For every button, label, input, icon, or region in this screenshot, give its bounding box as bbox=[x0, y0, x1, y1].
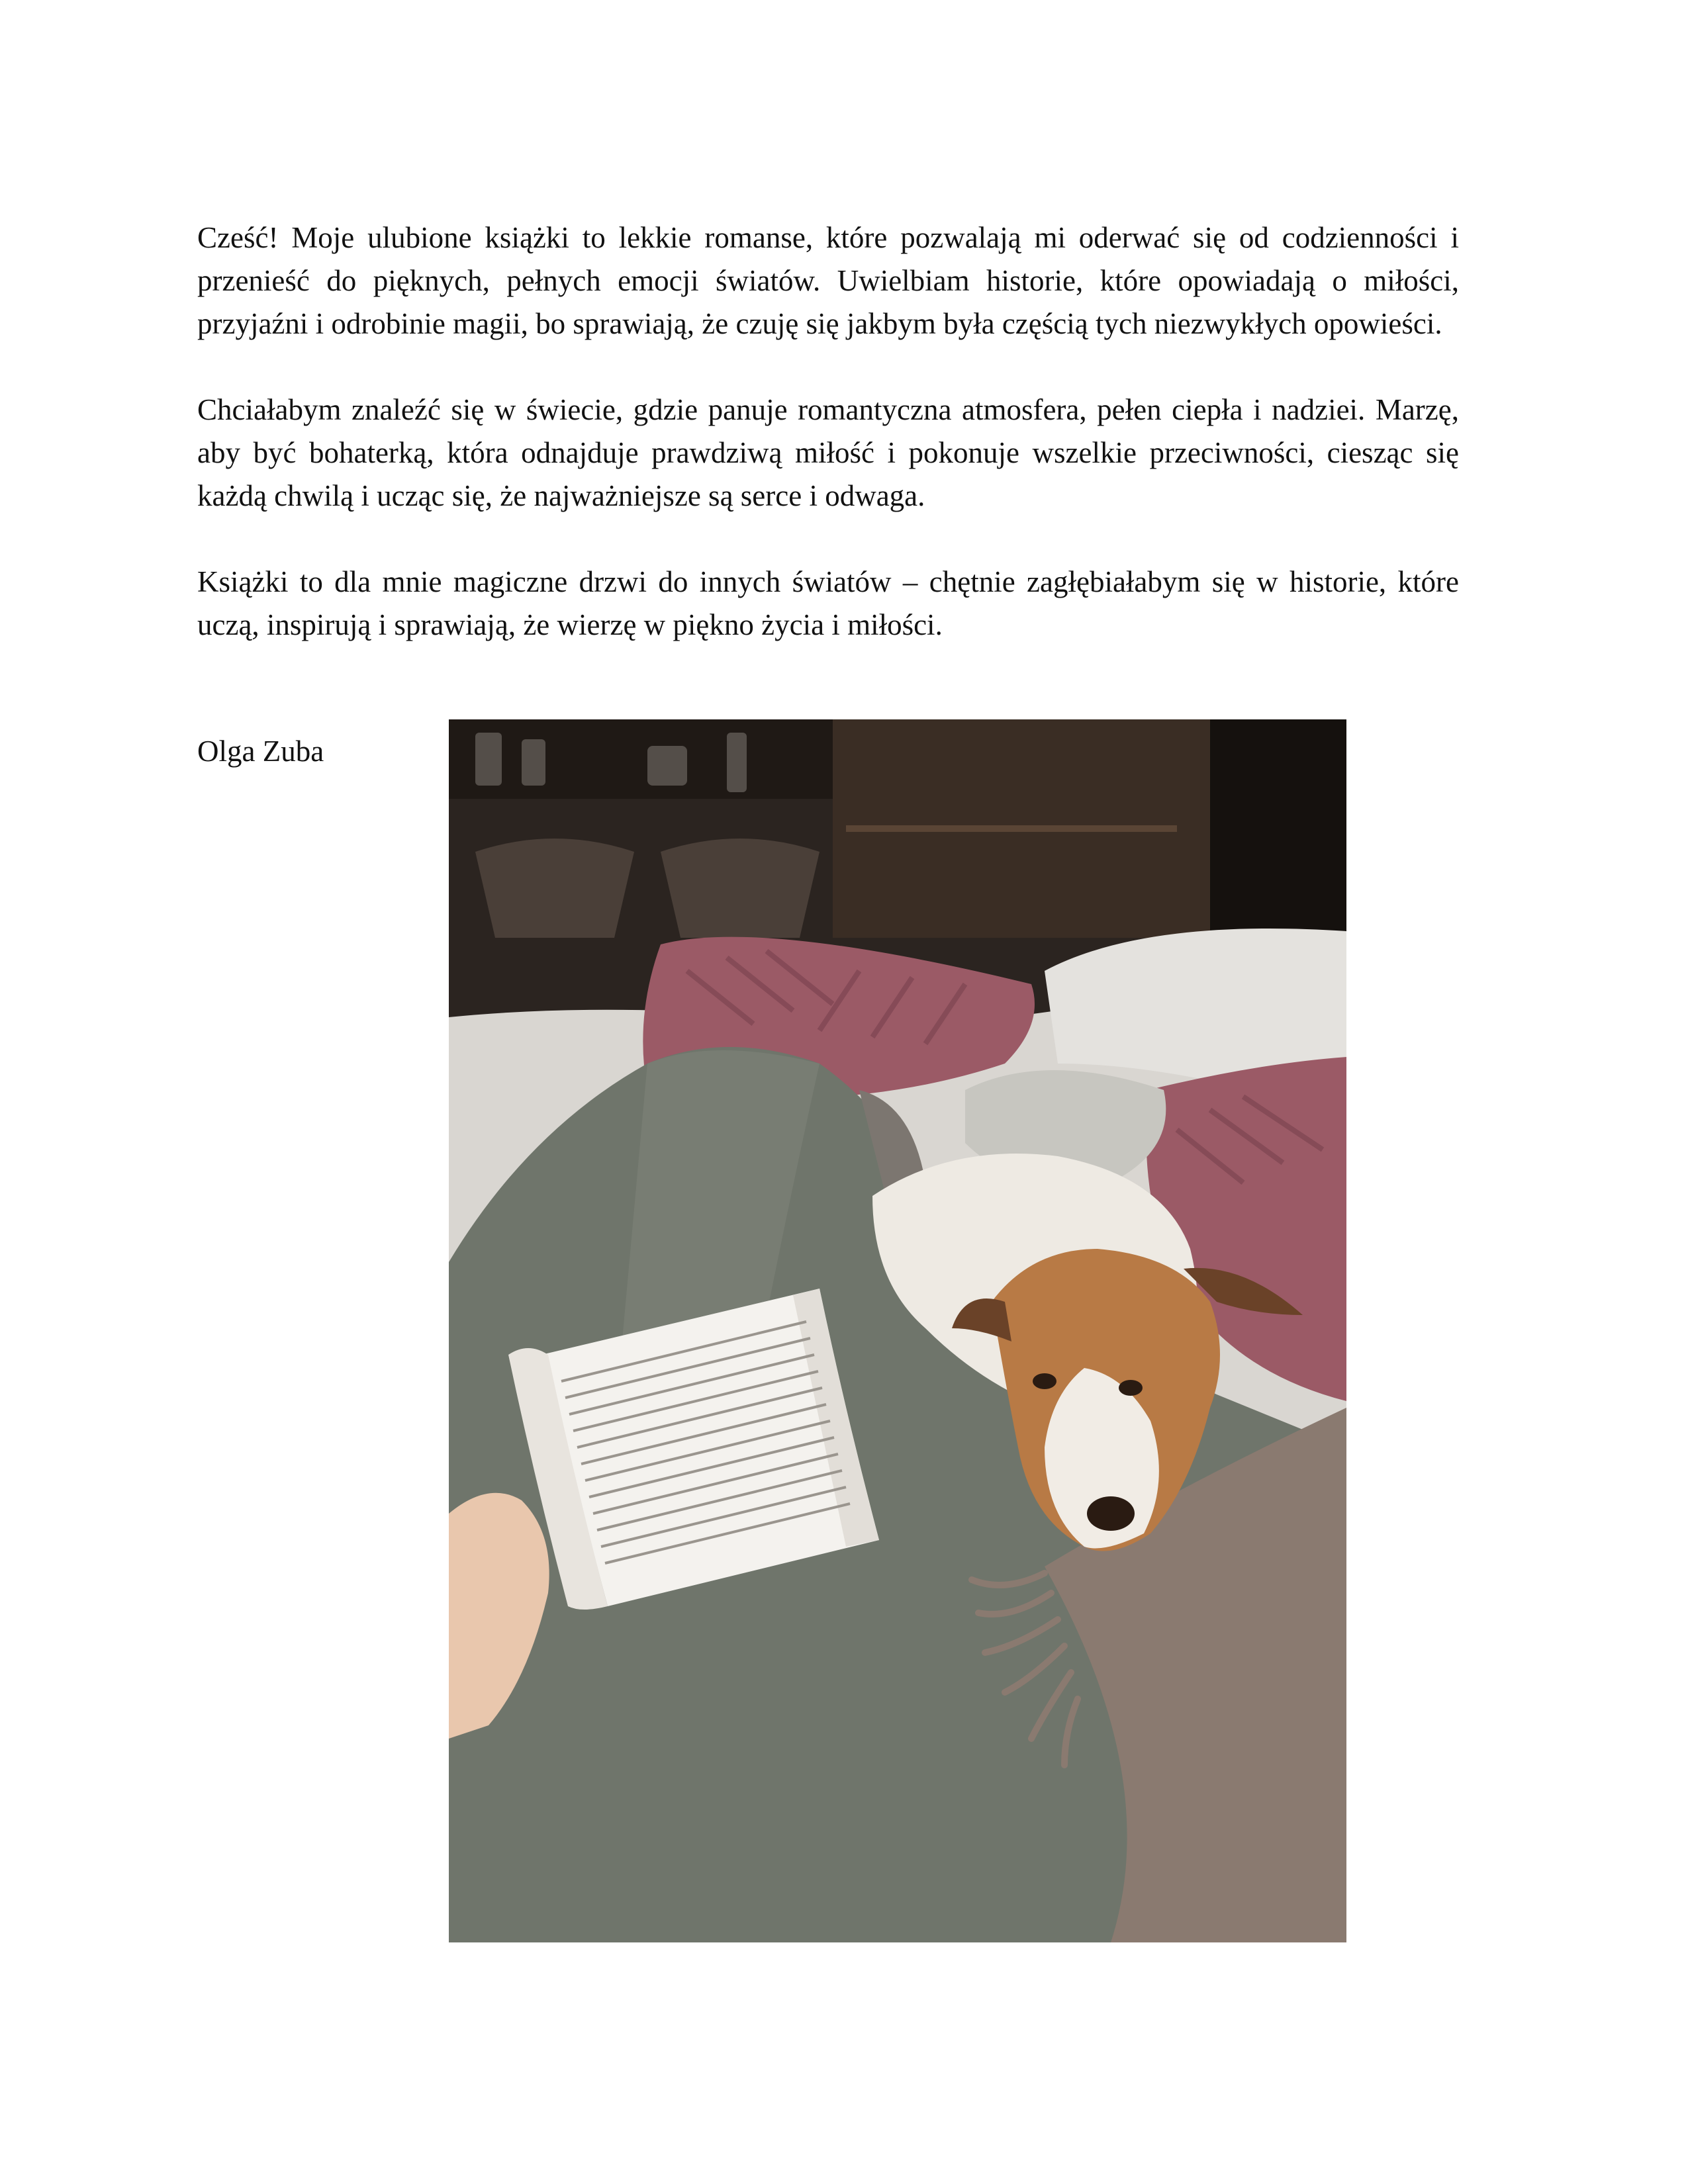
chair-right bbox=[661, 839, 820, 938]
photo-illustration bbox=[449, 719, 1346, 1942]
dog-nose bbox=[1087, 1496, 1135, 1531]
paragraph-3: Książki to dla mnie magiczne drzwi do innych światów – chętnie zagłębiałabym się w historie, które uczą, inspirują i sprawiają, że wierzę w piękno życia i miłości. bbox=[197, 565, 1459, 641]
chair-left bbox=[475, 839, 634, 938]
dog-eye-right bbox=[1119, 1380, 1143, 1396]
dog-and-book-photo bbox=[449, 719, 1346, 1942]
paragraph-1: Cześć! Moje ulubione książki to lekkie romanse, które pozwalają mi oderwać się od codzienności i przenieść do pięknych, pełnych emocji światów. Uwielbiam historie, które opowiadają o miłości, przyjaźni i odrobinie magii, bo sprawiają, że czuję się jakbym była częścią tych niezwykłych opowieści. bbox=[197, 221, 1459, 340]
letter-text bbox=[197, 216, 1459, 690]
author-signature: Olga Zuba bbox=[197, 735, 324, 768]
paragraph-2: Chciałabym znaleźć się w świecie, gdzie panuje romantyczna atmosfera, pełen ciepła i nadziei. Marzę, aby być bohaterką, która odnajduje prawdziwą miłość i pokonuje wszelkie przeciwności, ciesząc się każdą chwilą i ucząc się, że najważniejsze są serce i odwaga. bbox=[197, 393, 1459, 512]
dog-eye-left bbox=[1033, 1373, 1056, 1389]
